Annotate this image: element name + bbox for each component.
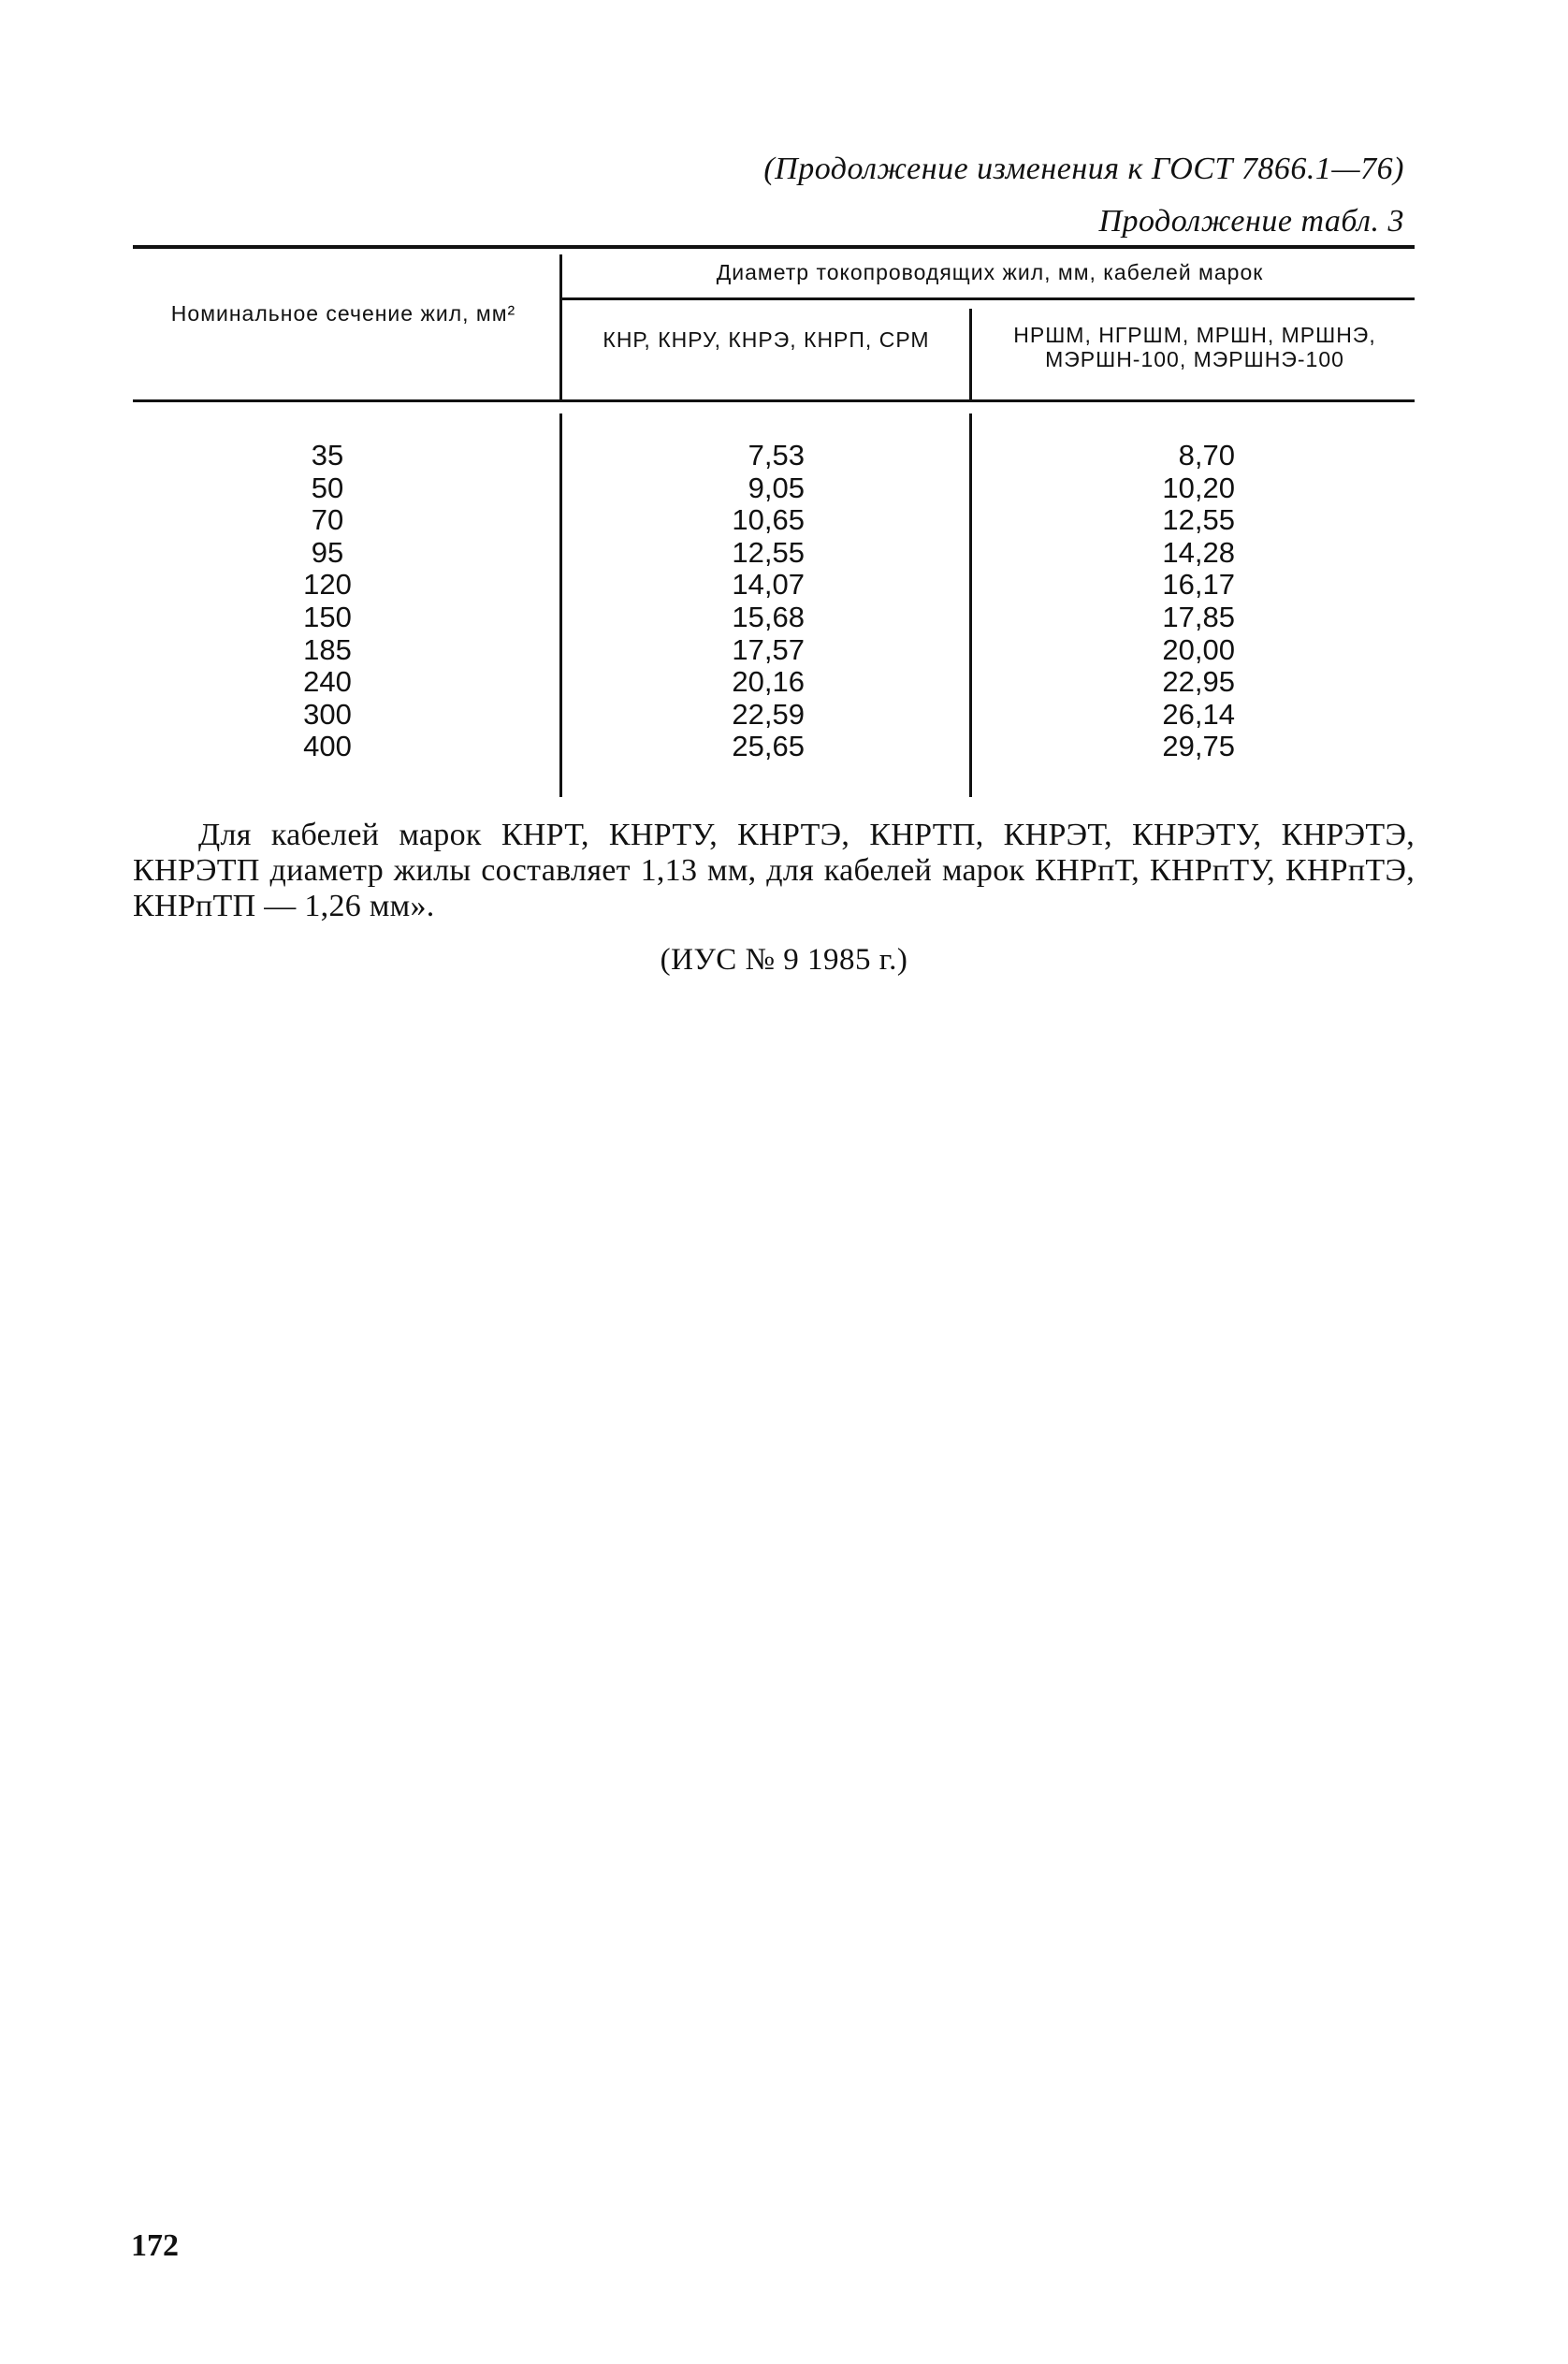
table-cell-section: 70 [311,503,344,537]
column-nrshm-values [1085,440,1235,763]
table-cell-b: 29,75 [1162,730,1235,763]
note-paragraph: Для кабелей марок КНРТ, КНРТУ, КНРТЭ, КНРТП, КНРЭТ, КНРЭТУ, КНРЭТЭ, КНРЭТП диаметр жилы составляет 1,13 мм, для кабелей марок КНРпТ, КНРпТУ, КНРпТЭ, КНРпТП — 1,26 мм». [133,818,1415,923]
table-continuation-label: Продолжение табл. 3 [1098,204,1404,239]
table-cell-a: 7,53 [748,439,805,471]
table-cell-a: 12,55 [732,535,805,569]
table-cell-b: 14,28 [1162,535,1235,569]
table-cell-section: 120 [303,568,352,602]
table-cell-section: 35 [311,439,344,471]
table-subheader-rule [561,297,1415,300]
table-divider [969,413,972,797]
table-cell-b: 8,70 [1178,439,1235,471]
table-cell-section: 150 [303,600,352,633]
table-cell-a: 17,57 [732,632,805,666]
table-cell-section: 50 [311,471,344,504]
table-cell-b: 10,20 [1162,471,1235,504]
table-cell-b: 20,00 [1162,632,1235,666]
column-knr-values [655,440,805,763]
table-cell-a: 14,07 [732,568,805,602]
table-cell-b: 22,95 [1162,665,1235,699]
table-cell-a: 20,16 [732,665,805,699]
table-cell-b: 12,55 [1162,503,1235,537]
table-cell-section: 240 [303,665,352,699]
table-cell-a: 22,59 [732,697,805,731]
page-number: 172 [131,2228,179,2263]
column-section-values [281,440,374,763]
header-diameter-span: Диаметр токопроводящих жил, мм, кабелей марок [716,260,1264,284]
table-cell-section: 185 [303,632,352,666]
header-nominal-section: Номинальное сечение жил, мм² [170,301,516,326]
table-cell-section: 400 [303,730,352,763]
table-divider [559,413,562,797]
table-divider [969,309,972,399]
table-cell-a: 10,65 [732,503,805,537]
header-nrshm-group: НРШМ, НГРШМ, МРШН, МРШНЭ, МЭРШН-100, МЭРШНЭ-100 [1013,323,1376,371]
table-header-bottom-rule [133,399,1415,402]
table-cell-section: 300 [303,697,352,731]
table-divider [559,254,562,399]
table-cell-a: 25,65 [732,730,805,763]
table-top-rule [133,245,1415,249]
table-cell-b: 17,85 [1162,600,1235,633]
table-cell-a: 15,68 [732,600,805,633]
table-cell-b: 16,17 [1162,568,1235,602]
continuation-header: (Продолжение изменения к ГОСТ 7866.1—76) [763,152,1404,186]
table-cell-a: 9,05 [748,471,805,504]
table-cell-section: 95 [311,535,344,569]
header-knr-group: КНР, КНРУ, КНРЭ, КНРП, СРМ [603,327,930,352]
source-reference: (ИУС № 9 1985 г.) [660,943,908,977]
table-cell-b: 26,14 [1162,697,1235,731]
